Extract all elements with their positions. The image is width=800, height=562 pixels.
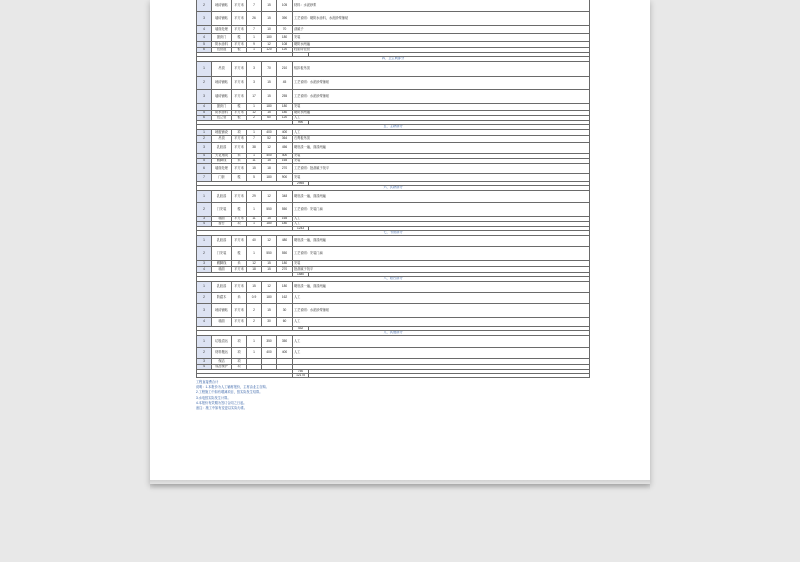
- item-description: 工艺说明：安装门扇: [294, 206, 323, 211]
- item-total: 400: [277, 348, 293, 358]
- item-quantity: 3: [247, 77, 262, 89]
- item-unit: 米: [232, 293, 247, 303]
- item-price: 180: [262, 222, 277, 226]
- item-quantity: 1: [247, 34, 262, 41]
- table-row: [196, 336, 590, 348]
- item-quantity: 1: [247, 203, 262, 216]
- item-unit: 平方米: [232, 164, 247, 173]
- item-total: 120: [277, 48, 293, 52]
- row-number: 3: [197, 90, 212, 103]
- item-unit: 项: [232, 336, 247, 347]
- item-total: 364: [277, 136, 293, 142]
- item-name: 墙面: [212, 318, 232, 326]
- item-name: 乳胶漆: [212, 282, 232, 292]
- item-unit: 平方米: [232, 62, 247, 76]
- item-total: 180: [277, 261, 293, 266]
- table-row: [196, 77, 590, 90]
- item-quantity: 7: [247, 26, 262, 33]
- row-number: 3: [197, 217, 212, 221]
- item-price: 400: [262, 348, 277, 358]
- row-number: 3: [197, 261, 212, 266]
- item-total: 45: [277, 77, 293, 89]
- subtotal-blank: [309, 374, 589, 378]
- item-description: 刷防水两遍: [294, 111, 310, 115]
- item-name: 乳胶漆: [212, 191, 232, 202]
- row-number: 1: [197, 191, 212, 202]
- item-total: 255: [277, 90, 293, 103]
- item-quantity: 1: [247, 222, 262, 226]
- item-description: 材料：水泥砂浆: [294, 2, 317, 7]
- row-number: 4: [197, 154, 212, 158]
- item-total: 550: [277, 247, 293, 260]
- item-unit: 樘: [232, 34, 247, 41]
- item-unit: 樘: [232, 203, 247, 216]
- subtotal-label: [197, 374, 293, 378]
- item-name: 地砖铺贴: [212, 304, 232, 317]
- item-description: 批刮腻子找平: [294, 267, 314, 271]
- item-name: 防腐木: [212, 293, 232, 303]
- item-name: 防水涂料: [212, 111, 232, 115]
- table-row: [196, 164, 590, 174]
- item-description: 人工: [294, 116, 301, 120]
- note-line: 说明：1.本报价为人工辅材报价，主材由业主自购。: [196, 385, 269, 390]
- subtotal-value: 2955: [293, 182, 309, 186]
- subtotal-value: 12175: [293, 374, 309, 378]
- row-number: 3: [197, 359, 212, 364]
- item-description: 工艺说明：水泥砂浆铺贴: [294, 307, 330, 312]
- section-title: 四、卫生间部分: [381, 57, 405, 61]
- item-price: 180: [262, 34, 277, 41]
- subtotal-value: 1480: [293, 273, 309, 277]
- item-description: 工艺说明：刷防水涂料，水泥砂浆铺贴: [294, 15, 349, 20]
- item-quantity: 12: [247, 111, 262, 115]
- subtotal-value: 750: [293, 370, 309, 374]
- item-name: 窗套门: [212, 104, 232, 110]
- item-quantity: 7: [247, 136, 262, 142]
- table-row: [196, 62, 590, 77]
- item-name: 天花角线: [212, 154, 232, 158]
- item-description: 安装: [294, 34, 301, 39]
- item-unit: 项: [232, 348, 247, 358]
- item-total: 348: [277, 191, 293, 202]
- item-quantity: 17: [247, 90, 262, 103]
- item-unit: 平方米: [232, 12, 247, 25]
- item-description: 刮腻子: [294, 26, 304, 31]
- item-price: 15: [262, 111, 277, 115]
- row-number: 1: [197, 282, 212, 292]
- item-price: 180: [262, 293, 277, 303]
- item-total: 350: [277, 336, 293, 347]
- item-price: 15: [262, 261, 277, 266]
- item-description: 人工: [294, 295, 301, 300]
- item-total: 180: [277, 34, 293, 41]
- item-unit: 米: [232, 159, 247, 163]
- item-total: 108: [277, 42, 293, 47]
- table-row: [196, 174, 590, 182]
- item-name: 墙砖铺贴: [212, 12, 232, 25]
- item-price: 70: [262, 62, 277, 76]
- page-shadow: [150, 480, 650, 490]
- item-price: 550: [262, 247, 277, 260]
- item-quantity: 1: [247, 130, 262, 135]
- item-total: 30: [277, 304, 293, 317]
- item-price: 52: [262, 136, 277, 142]
- item-total: 550: [277, 203, 293, 216]
- row-number: 6: [197, 116, 212, 120]
- item-quantity: 1: [247, 336, 262, 347]
- row-number: 5: [197, 159, 212, 163]
- item-price: 15: [262, 0, 277, 11]
- item-description: 人工: [294, 319, 301, 324]
- item-price: 120: [262, 48, 277, 52]
- note-line: 2.工程施工中如有增减项目，按实际发生结算。: [196, 390, 263, 395]
- subtotal-value: 990: [293, 121, 309, 125]
- item-name: 踢脚线: [212, 261, 232, 266]
- note-line: 4.本报价有效期为签订合同之日起。: [196, 400, 247, 405]
- document-page: [150, 0, 650, 484]
- item-quantity: [247, 365, 262, 369]
- item-name: 地板铺设: [212, 130, 232, 135]
- item-price: 12: [262, 191, 277, 202]
- item-unit: 平方米: [232, 26, 247, 33]
- row-number: 6: [197, 48, 212, 52]
- item-price: 400: [262, 130, 277, 135]
- item-quantity: 12: [247, 261, 262, 266]
- item-quantity: 3: [247, 62, 262, 76]
- item-unit: 平方米: [232, 282, 247, 292]
- item-unit: 樘: [232, 247, 247, 260]
- row-number: 4: [197, 267, 212, 272]
- note-line: 3.水电按实际发生计算。: [196, 395, 231, 400]
- table-row: [196, 293, 590, 304]
- item-total: 456: [277, 143, 293, 153]
- item-total: 60: [277, 318, 293, 326]
- table-row: [196, 12, 590, 26]
- item-quantity: 18: [247, 267, 262, 272]
- item-price: 10: [262, 26, 277, 33]
- item-description: 安装: [294, 174, 301, 179]
- item-price: 15: [262, 90, 277, 103]
- item-unit: 米: [232, 261, 247, 266]
- item-quantity: 26: [247, 12, 262, 25]
- item-total: 900: [277, 174, 293, 181]
- item-description: 铝扣板吊顶: [294, 66, 310, 71]
- item-price: 15: [262, 267, 277, 272]
- item-total: 162: [277, 293, 293, 303]
- row-number: 4: [197, 318, 212, 326]
- item-total: 480: [277, 236, 293, 246]
- item-total: 105: [277, 0, 293, 11]
- item-description: [293, 365, 589, 369]
- item-unit: 樘: [232, 104, 247, 110]
- table-row: [196, 26, 590, 34]
- item-name: 包管道: [212, 48, 232, 52]
- row-number: 2: [197, 0, 212, 11]
- item-name: 保洁: [212, 359, 232, 364]
- table-row: [196, 191, 590, 203]
- note-line: 工程直接费合计: [196, 380, 219, 384]
- row-number: 4: [197, 222, 212, 226]
- item-quantity: 2: [247, 318, 262, 326]
- row-number: 1: [197, 236, 212, 246]
- item-total: 165: [277, 217, 293, 221]
- item-name: 墙面处理: [212, 26, 232, 33]
- item-unit: 平方米: [232, 90, 247, 103]
- item-unit: 项: [232, 365, 247, 369]
- item-unit: 平方米: [232, 267, 247, 272]
- item-total: 120: [277, 116, 293, 120]
- item-description: 人工: [294, 338, 301, 343]
- row-number: 1: [197, 336, 212, 347]
- item-price: 12: [262, 143, 277, 153]
- item-quantity: 29: [247, 191, 262, 202]
- item-quantity: 40: [247, 236, 262, 246]
- item-price: 15: [262, 159, 277, 163]
- item-price: [262, 365, 277, 369]
- item-quantity: 38: [247, 143, 262, 153]
- item-description: 刷防水两遍: [294, 42, 310, 46]
- row-number: 4: [197, 104, 212, 110]
- item-unit: 平方米: [232, 217, 247, 221]
- row-number: 1: [197, 130, 212, 135]
- item-price: 400: [262, 154, 277, 158]
- item-unit: 根: [232, 116, 247, 120]
- table-row: [196, 236, 590, 247]
- table-row: [196, 282, 590, 293]
- item-price: 15: [262, 304, 277, 317]
- item-description: 刷底漆一遍，面漆两遍: [294, 238, 326, 243]
- item-name: 吊顶: [212, 136, 232, 142]
- table-row: [196, 348, 590, 359]
- table-row: [196, 104, 590, 111]
- row-number: 2: [197, 247, 212, 260]
- item-total: [277, 365, 293, 369]
- row-number: 4: [197, 365, 212, 369]
- item-name: 成品保护: [212, 365, 232, 369]
- item-unit: 平方米: [232, 236, 247, 246]
- row-number: 5: [197, 111, 212, 115]
- item-name: 门安装: [212, 203, 232, 216]
- item-name: 包立管: [212, 116, 232, 120]
- item-description: 工艺说明：水泥砂浆铺贴: [294, 93, 330, 98]
- item-total: 270: [277, 267, 293, 272]
- row-number: 2: [197, 348, 212, 358]
- item-name: 垃圾清运: [212, 336, 232, 347]
- item-total: [277, 359, 293, 364]
- item-price: 12: [262, 236, 277, 246]
- item-description: 人工: [294, 130, 301, 134]
- item-total: 210: [277, 62, 293, 76]
- item-description: 安装: [294, 104, 301, 109]
- item-unit: 平方米: [232, 42, 247, 47]
- item-price: 180: [262, 104, 277, 110]
- item-name: 窗台: [212, 222, 232, 226]
- item-total: 270: [277, 164, 293, 173]
- item-price: 30: [262, 318, 277, 326]
- item-description: 工艺说明：批刮腻子找平: [294, 165, 330, 170]
- item-quantity: 5: [247, 174, 262, 181]
- item-quantity: 11: [247, 159, 262, 163]
- row-number: 3: [197, 143, 212, 153]
- row-number: 1: [197, 62, 212, 76]
- item-quantity: 11: [247, 217, 262, 221]
- item-price: 350: [262, 336, 277, 347]
- item-unit: 根: [232, 48, 247, 52]
- item-quantity: 1: [247, 348, 262, 358]
- item-description: 人工: [294, 222, 301, 226]
- item-price: 15: [262, 77, 277, 89]
- item-description: 安装: [294, 261, 301, 265]
- item-total: 390: [277, 12, 293, 25]
- item-name: 地砖铺贴: [212, 77, 232, 89]
- item-total: 70: [277, 26, 293, 33]
- subtotal-row: [196, 374, 590, 378]
- row-number: 2: [197, 136, 212, 142]
- item-price: 12: [262, 42, 277, 47]
- item-unit: 平方米: [232, 0, 247, 11]
- row-number: 3: [197, 12, 212, 25]
- item-name: 乳胶漆: [212, 143, 232, 153]
- item-quantity: 0.9: [247, 293, 262, 303]
- table-row: [196, 90, 590, 104]
- item-unit: 平方米: [232, 136, 247, 142]
- item-price: 180: [262, 174, 277, 181]
- note-line: 备注：施工中如有变更以实际为准。: [196, 406, 247, 411]
- item-unit: 项: [232, 130, 247, 135]
- item-description: 工艺说明：安装门扇: [294, 250, 323, 255]
- item-total: 400: [277, 130, 293, 135]
- item-name: 门套: [212, 174, 232, 181]
- item-quantity: 15: [247, 164, 262, 173]
- item-description: 安装: [294, 154, 301, 158]
- item-unit: 平方米: [232, 111, 247, 115]
- item-name: 墙面处理: [212, 164, 232, 173]
- item-name: 防水涂料: [212, 42, 232, 47]
- item-unit: 平方米: [232, 318, 247, 326]
- item-total: 400: [277, 154, 293, 158]
- item-name: 墙砖铺贴: [212, 90, 232, 103]
- table-row: [196, 318, 590, 327]
- item-description: 刷底漆一遍，面漆两遍: [294, 193, 326, 198]
- item-quantity: 1: [247, 247, 262, 260]
- row-number: 2: [197, 293, 212, 303]
- item-description: [293, 359, 589, 364]
- row-number: 3: [197, 304, 212, 317]
- item-unit: 项: [232, 222, 247, 226]
- item-price: 15: [262, 12, 277, 25]
- item-price: 12: [262, 282, 277, 292]
- item-quantity: 1: [247, 104, 262, 110]
- row-number: 5: [197, 42, 212, 47]
- item-name: 墙面: [212, 267, 232, 272]
- item-name: 材料搬运: [212, 348, 232, 358]
- item-quantity: 1: [247, 154, 262, 158]
- section-title: 八、阳台部分: [383, 277, 403, 281]
- item-description: 轻质砖包管: [294, 48, 310, 52]
- row-number: 4: [197, 26, 212, 33]
- item-description: 人工: [294, 217, 301, 221]
- item-description: 刷底漆一遍，面漆两遍: [294, 145, 326, 150]
- item-name: 窗套门: [212, 34, 232, 41]
- section-title: 六、次卧部分: [383, 186, 403, 190]
- table-row: [196, 0, 590, 12]
- table-row: [196, 304, 590, 318]
- subtotal-value: 1243: [293, 227, 309, 231]
- item-quantity: 2: [247, 116, 262, 120]
- row-number: 7: [197, 174, 212, 181]
- table-row: [196, 247, 590, 261]
- item-quantity: 2: [247, 304, 262, 317]
- row-number: 4: [197, 34, 212, 41]
- row-number: 6: [197, 164, 212, 173]
- item-quantity: 7: [247, 0, 262, 11]
- item-name: 乳胶漆: [212, 236, 232, 246]
- item-unit: 平方米: [232, 143, 247, 153]
- item-unit: 米: [232, 154, 247, 158]
- section-title: 九、其他部分: [383, 331, 403, 335]
- item-price: [262, 359, 277, 364]
- item-price: 18: [262, 164, 277, 173]
- item-description: 工艺说明：水泥砂浆铺贴: [294, 80, 330, 85]
- item-total: 180: [277, 104, 293, 110]
- item-name: 门安装: [212, 247, 232, 260]
- row-number: 2: [197, 203, 212, 216]
- row-number: 2: [197, 77, 212, 89]
- item-price: 550: [262, 203, 277, 216]
- table-row: [196, 203, 590, 217]
- quotation-sheet: [196, 0, 590, 378]
- item-total: 180: [277, 222, 293, 226]
- item-price: 60: [262, 116, 277, 120]
- item-name: 墙面: [212, 217, 232, 221]
- item-price: 15: [262, 217, 277, 221]
- table-row: [196, 143, 590, 154]
- item-description: 安装: [294, 159, 301, 163]
- item-unit: 平方米: [232, 304, 247, 317]
- item-quantity: 9: [247, 42, 262, 47]
- section-title: 五、主卧部分: [383, 125, 403, 129]
- table-row: [196, 34, 590, 42]
- item-description: 人工: [294, 350, 301, 355]
- item-description: 石膏板吊顶: [294, 136, 310, 141]
- notes-block: [196, 380, 496, 411]
- table-row: [196, 136, 590, 143]
- item-unit: 项: [232, 359, 247, 364]
- section-title: 七、书房部分: [383, 231, 403, 235]
- item-unit: 平方米: [232, 77, 247, 89]
- item-name: 吊顶: [212, 62, 232, 76]
- subtotal-value: 432: [293, 327, 309, 331]
- item-description: 刷底漆一遍，面漆两遍: [294, 284, 326, 289]
- item-quantity: 15: [247, 282, 262, 292]
- item-total: 180: [277, 282, 293, 292]
- item-unit: 平方米: [232, 191, 247, 202]
- item-total: 165: [277, 159, 293, 163]
- item-quantity: 1: [247, 48, 262, 52]
- item-total: 180: [277, 111, 293, 115]
- item-name: 地砖铺贴: [212, 0, 232, 11]
- item-quantity: [247, 359, 262, 364]
- item-unit: 樘: [232, 174, 247, 181]
- item-name: 踢脚线: [212, 159, 232, 163]
